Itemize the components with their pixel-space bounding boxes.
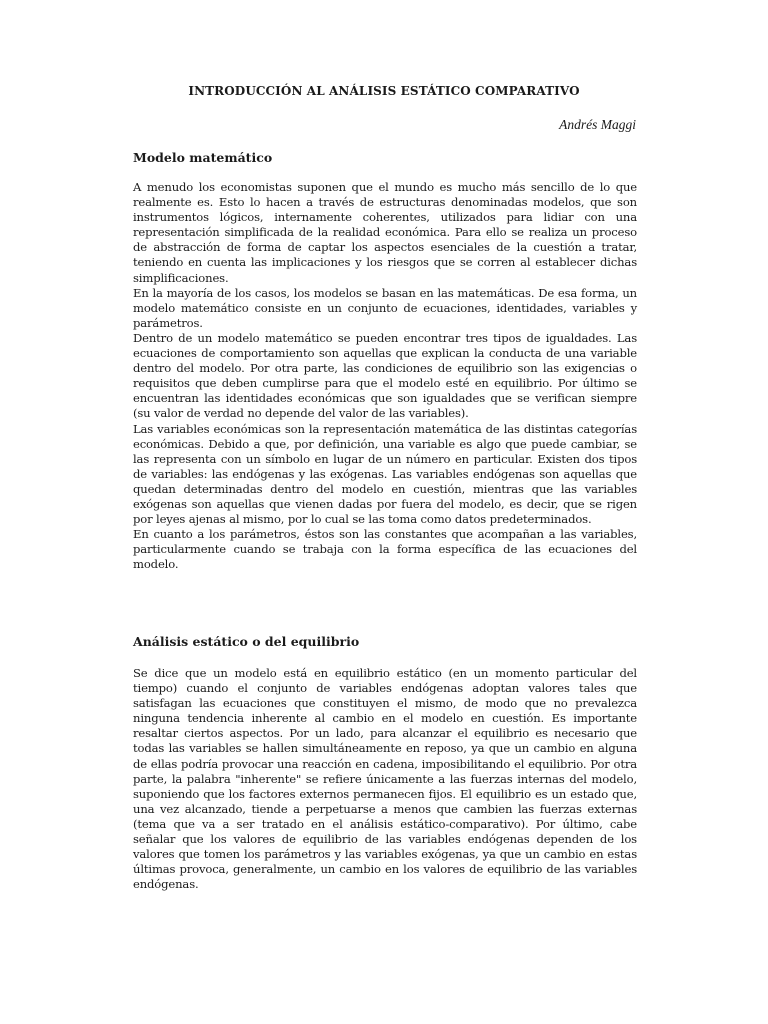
document-title: INTRODUCCIÓN AL ANÁLISIS ESTÁTICO COMPARATIVO [188,84,580,98]
section-heading-analisis-estatico: Análisis estático o del equilibrio [133,634,360,649]
paragraph: Se dice que un modelo está en equilibrio estático (en un momento particular del tiempo) cuando el conjunto de variables endógenas adoptan valores tales que satisfagan las ecuaciones que constituyen el mismo, de modo que no prevalezca ninguna tendencia inherente al cambio en el modelo en cuestión. Es importante resaltar ciertos aspectos. Por un lado, para alcanzar el equilibrio es necesario que todas las variables se hallen simultáneamente en reposo, ya que un cambio en alguna de ellas podría provocar una reacción en cadena, imposibilitando el equilibrio. Por otra parte, la palabra "inherente" se refiere únicamente a las fuerzas internas del modelo, suponiendo que los factores externos permanecen fijos. El equilibrio es un estado que, una vez alcanzado, tiende a perpetuarse a menos que cambien las fuerzas externas (tema que va a ser tratado en el análisis estático-comparativo). Por último, cabe señalar que los valores de equilibrio de las variables endógenas dependen de los valores que tomen los parámetros y las variables exógenas, ya que un cambio en estas últimas provoca, generalmente, un cambio en los valores de equilibrio de las variables endógenas. [133,666,637,892]
section-body-analisis-estatico [133,666,637,892]
paragraph: En cuanto a los parámetros, éstos son las constantes que acompañan a las variables, particularmente cuando se trabaja con la forma específica de las ecuaciones del modelo. [133,527,637,572]
paragraph: A menudo los economistas suponen que el mundo es mucho más sencillo de lo que realmente es. Esto lo hacen a través de estructuras denominadas modelos, que son instrumentos lógicos, internamente coherentes, utilizados para lidiar con una representación simplificada de la realidad económica. Para ello se realiza un proceso de abstracción de forma de captar los aspectos esenciales de la cuestión a tratar, teniendo en cuenta las implicaciones y los riesgos que se corren al establecer dichas simplificaciones. [133,180,637,285]
paragraph: En la mayoría de los casos, los modelos se basan en las matemáticas. De esa forma, un modelo matemático consiste en un conjunto de ecuaciones, identidades, variables y parámetros. [133,285,637,330]
section-body-modelo-matematico [133,180,637,572]
section-heading-modelo-matematico: Modelo matemático [133,150,273,165]
paragraph: Las variables económicas son la representación matemática de las distintas categorías económicas. Debido a que, por definición, una variable es algo que puede cambiar, se las representa con un símbolo en lugar de un número en particular. Existen dos tipos de variables: las endógenas y las exógenas. Las variables endógenas son aquellas que quedan determinadas dentro del modelo en cuestión, mientras que las variables exógenas son aquellas que vienen dadas por fuera del modelo, es decir, que se rigen por leyes ajenas al mismo, por lo cual se las toma como datos predeterminados. [133,421,637,527]
document-author: Andrés Maggi [559,117,636,132]
paragraph: Dentro de un modelo matemático se pueden encontrar tres tipos de igualdades. Las ecuaciones de comportamiento son aquellas que explican la conducta de una variable dentro del modelo. Por otra parte, las condiciones de equilibrio son las exigencias o requisitos que deben cumplirse para que el modelo esté en equilibrio. Por último se encuentran las identidades económicas que son igualdades que se verifican siempre (su valor de verdad no depende del valor de las variables). [133,330,637,421]
